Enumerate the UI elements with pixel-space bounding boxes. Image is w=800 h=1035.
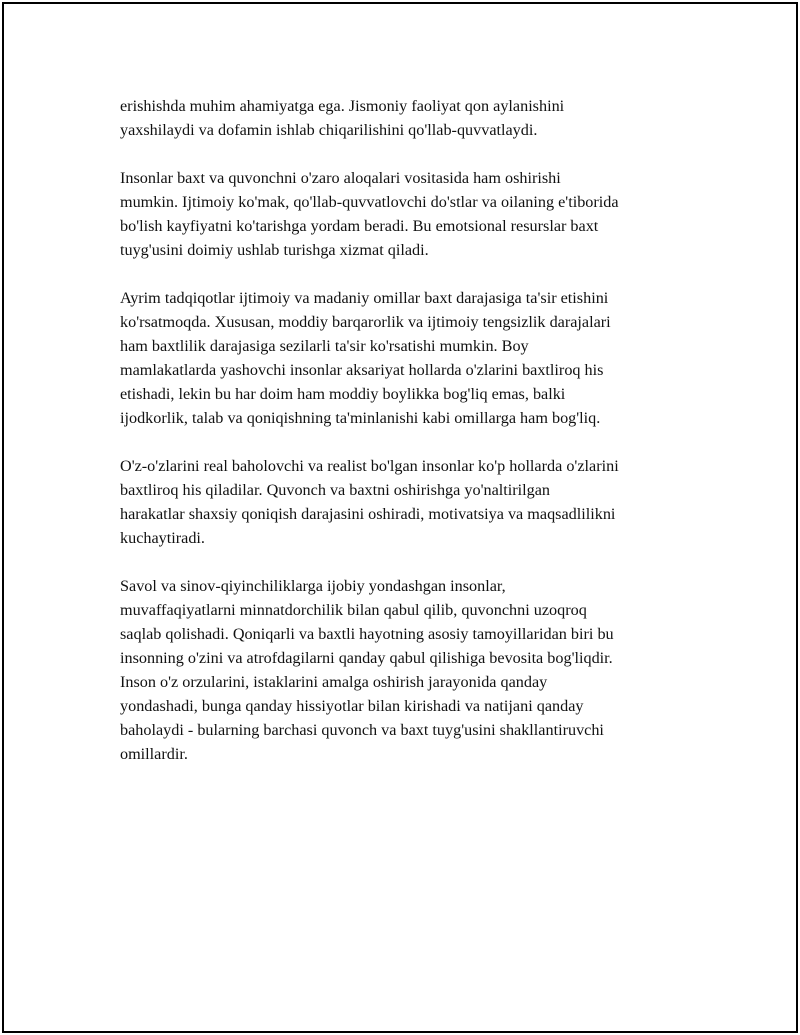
page-frame <box>2 2 798 1033</box>
paragraph-5: Savol va sinov-qiyinchiliklarga ijobiy yondashgan insonlar, muvaffaqiyatlarni minnatdorchilik bilan qabul qilib, quvonchni uzoqroq saqlab qolishadi. Qoniqarli va baxtli hayotning asosiy tamoyillaridan biri bu insonning o'zini va atrofdagilarni qanday qabul qilishiga bevosita bog'liqdir. Inson o'z orzularini, istaklarini amalga oshirish jarayonida qanday yondashadi, bunga qanday hissiyotlar bilan kirishadi va natijani qanday baholaydi - bularning barchasi quvonch va baxt tuyg'usini shakllantiruvchi omillardir. <box>120 577 614 763</box>
paragraph-2: Insonlar baxt va quvonchni o'zaro aloqalari vositasida ham oshirishi mumkin. Ijtimoiy ko'mak, qo'llab-quvvatlovchi do'stlar va oilaning e'tiborida bo'lish kayfiyatni ko'tarishga yordam beradi. Bu emotsional resurslar baxt tuyg'usini doimiy ushlab turishga xizmat qiladi. <box>120 169 619 259</box>
document-body <box>120 94 700 790</box>
paragraph-1: erishishda muhim ahamiyatga ega. Jismoniy faoliyat qon aylanishini yaxshilaydi va dofamin ishlab chiqarilishini qo'llab-quvvatlaydi. <box>120 97 565 139</box>
paragraph-3: Ayrim tadqiqotlar ijtimoiy va madaniy omillar baxt darajasiga ta'sir etishini ko'rsatmoqda. Xususan, moddiy barqarorlik va ijtimoiy tengsizlik darajalari ham baxtlilik darajasiga sezilarli ta'sir ko'rsatishi mumkin. Boy mamlakatlarda yashovchi insonlar aksariyat hollarda o'zlarini baxtliroq his etishadi, lekin bu har doim ham moddiy boylikka bog'liq emas, balki ijodkorlik, talab va qoniqishning ta'minlanishi kabi omillarga ham bog'liq. <box>120 289 611 427</box>
paragraph-4: O'z-o'zlarini real baholovchi va realist bo'lgan insonlar ko'p hollarda o'zlarini baxtliroq his qiladilar. Quvonch va baxtni oshirishga yo'naltirilgan harakatlar shaxsiy qoniqish darajasini oshiradi, motivatsiya va maqsadlilikni kuchaytiradi. <box>120 457 619 547</box>
